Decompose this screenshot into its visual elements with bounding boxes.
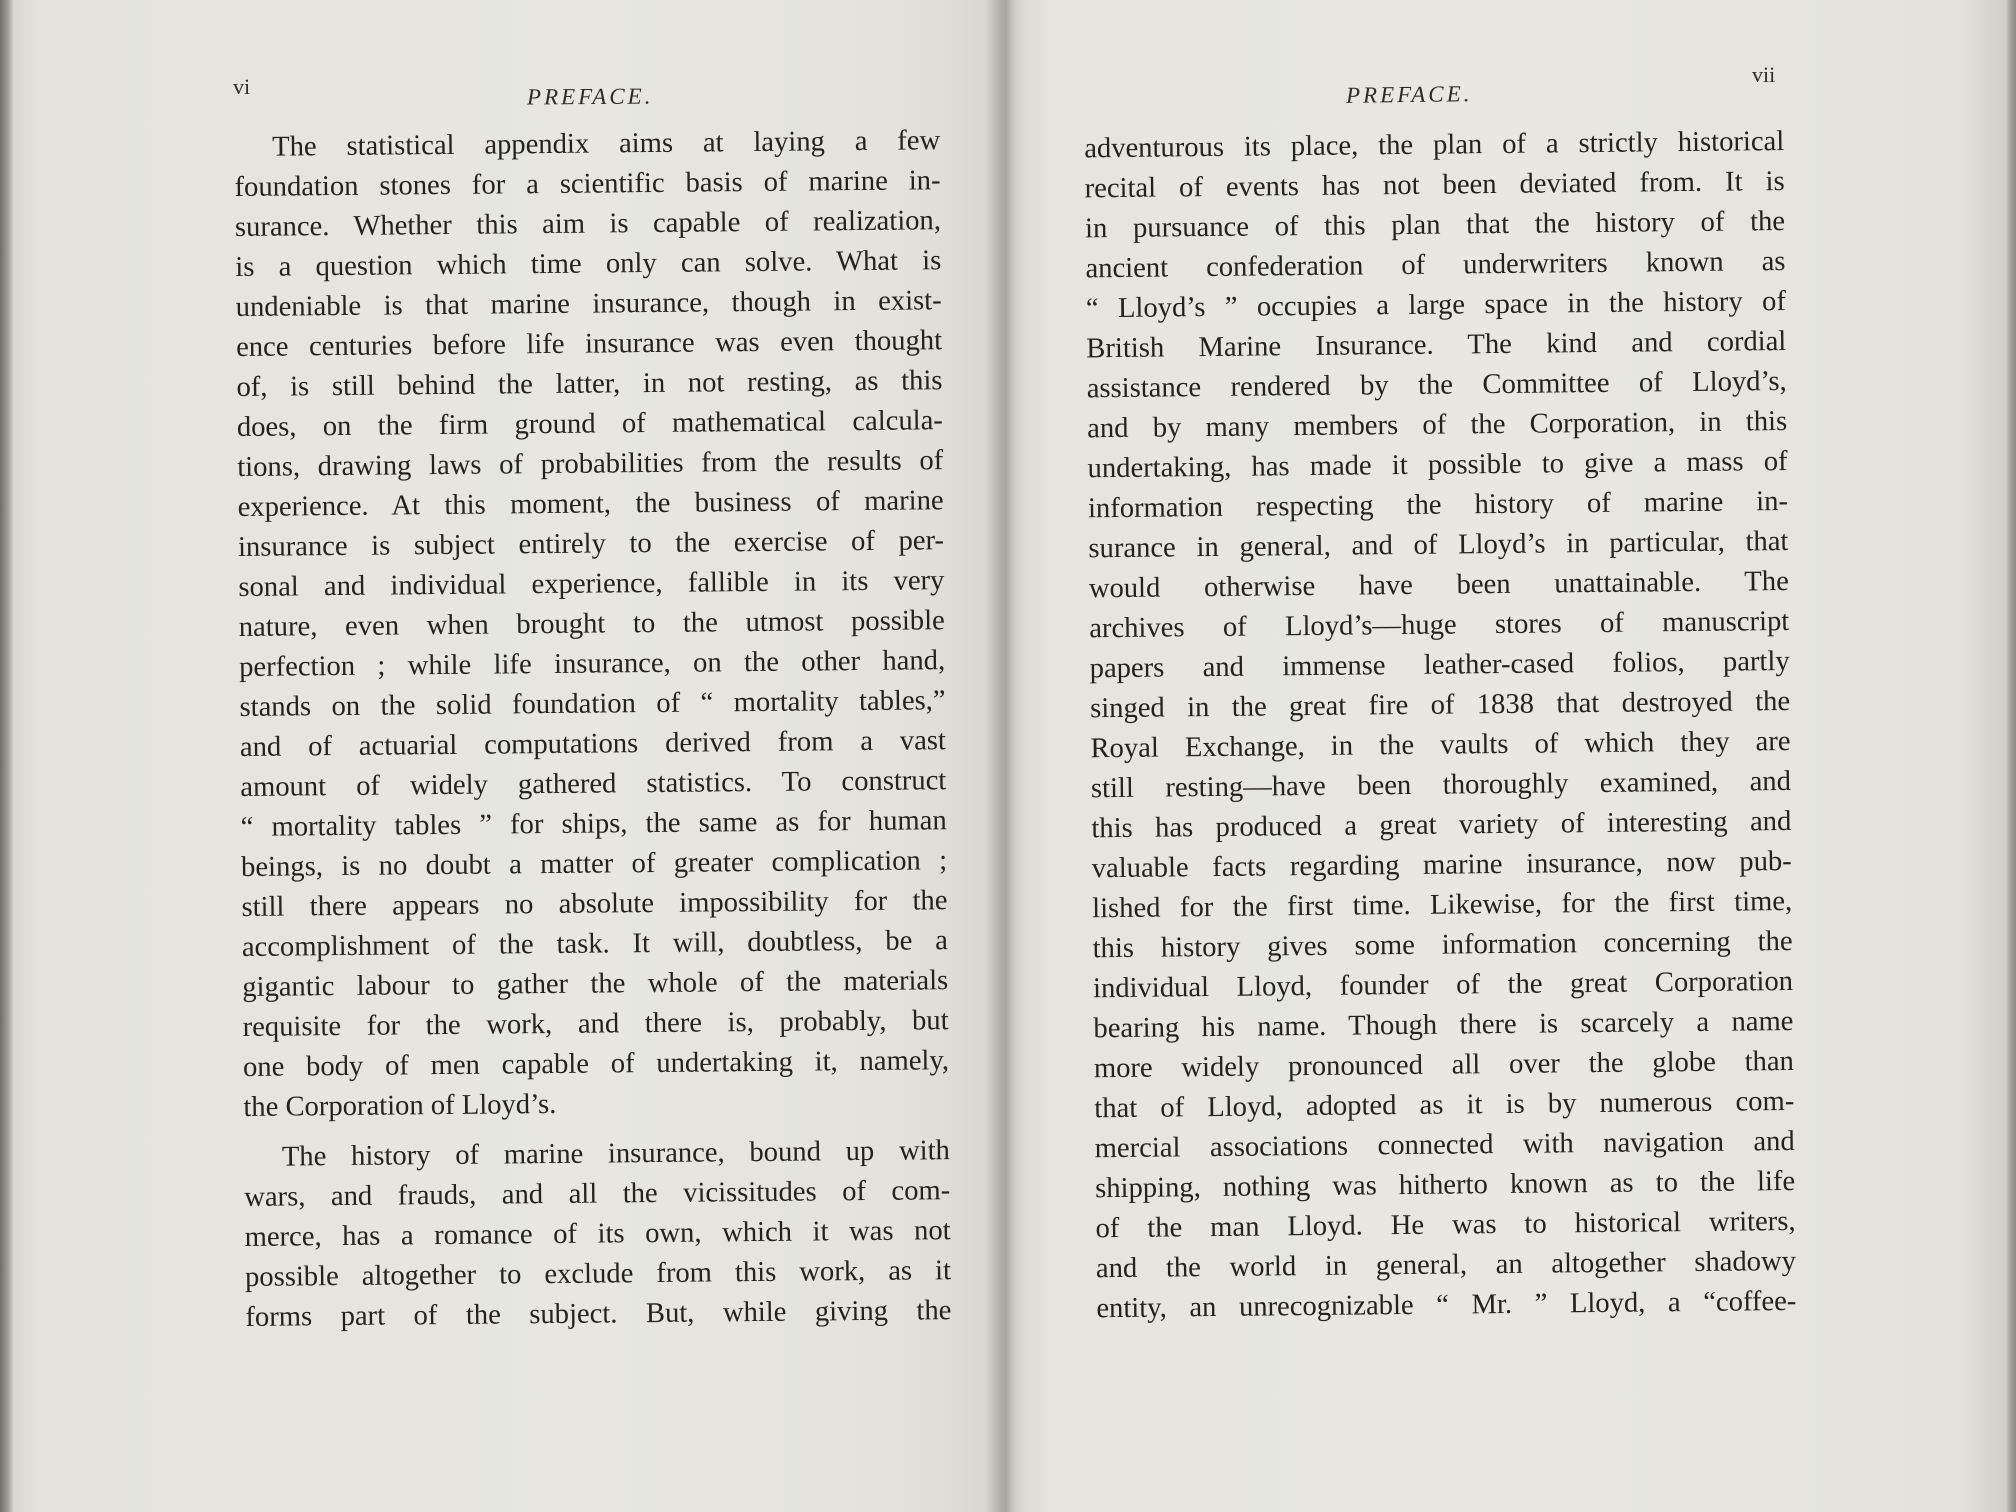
text-line: forms part of the subject. But, while giving the — [245, 1295, 952, 1333]
right-page-text — [1084, 122, 1797, 1329]
text-line: and of actuarial computations derived from a vast — [239, 725, 947, 763]
text-line: surance. Whether this aim is capable of realization, — [234, 205, 942, 243]
text-line: amount of widely gathered statistics. To construct — [240, 765, 947, 803]
text-line: mercial associations connected with navigation and — [1094, 1125, 1795, 1165]
text-line: of the man Lloyd. He was to historical writers, — [1095, 1205, 1796, 1245]
text-line: archives of Lloyd’s—huge stores of manuscript — [1089, 605, 1790, 645]
text-line: “ mortality tables ” for ships, the same as for human — [240, 805, 947, 843]
text-line: singed in the great fire of 1838 that destroyed the — [1089, 685, 1791, 725]
text-line: sonal and individual experience, fallible in its very — [238, 565, 945, 603]
text-line: more widely pronounced all over the globe than — [1093, 1045, 1795, 1085]
text-line: stands on the solid foundation of “ mortality tables,” — [239, 685, 946, 723]
text-line: merce, has a romance of its own, which it was not — [244, 1215, 951, 1253]
text-line: assistance rendered by the Committee of Lloyd’s, — [1086, 365, 1787, 405]
text-line: papers and immense leather-cased folios, partly — [1089, 645, 1790, 685]
text-line: valuable facts regarding marine insurance, now pub- — [1091, 845, 1792, 885]
text-line: still resting—have been thoroughly examined, and — [1090, 765, 1792, 805]
left-page-number: vi — [233, 74, 251, 99]
text-line: this history gives some information concerning the — [1092, 925, 1793, 965]
right-page-number: vii — [1752, 62, 1776, 87]
text-line: The statistical appendix aims at laying a few — [272, 125, 941, 163]
text-line: undertaking, has made it possible to give a mass of — [1087, 445, 1788, 485]
text-line: bearing his name. Though there is scarcely a name — [1093, 1005, 1794, 1045]
text-line: and the world in general, an altogether shadowy — [1095, 1245, 1797, 1285]
text-line: perfection ; while life insurance, on the other hand, — [239, 645, 946, 683]
text-line: and by many members of the Corporation, in this — [1087, 405, 1788, 445]
text-line: tions, drawing laws of probabilities from the results of — [237, 445, 944, 483]
text-line: The history of marine insurance, bound up with — [281, 1135, 950, 1173]
text-line: in pursuance of this plan that the history of the — [1084, 205, 1786, 245]
left-page — [0, 0, 1000, 1512]
text-line: wars, and frauds, and all the vicissitudes of com- — [244, 1175, 951, 1213]
right-running-head: PREFACE. — [1345, 81, 1473, 108]
text-line: insurance is subject entirely to the exercise of per- — [237, 525, 945, 563]
text-line: surance in general, and of Lloyd’s in particular, that — [1088, 525, 1789, 565]
text-line: undeniable is that marine insurance, though in exist- — [235, 285, 942, 323]
text-line: ence centuries before life insurance was even thought — [235, 325, 943, 363]
text-line: foundation stones for a scientific basis of marine in- — [234, 165, 941, 203]
text-line: the Corporation of Lloyd’s. — [243, 1088, 557, 1123]
text-line: individual Lloyd, founder of the great Corporation — [1092, 965, 1794, 1005]
text-line: this has produced a great variety of interesting and — [1091, 805, 1792, 845]
text-line: shipping, nothing was hitherto known as to the life — [1094, 1165, 1796, 1205]
text-line: of, is still behind the latter, in not resting, as this — [236, 365, 943, 403]
text-line: gigantic labour to gather the whole of the materials — [242, 965, 949, 1003]
text-line: one body of men capable of undertaking it, namely, — [242, 1045, 950, 1083]
text-line: lished for the first time. Likewise, for the first time, — [1092, 885, 1793, 925]
text-line: accomplishment of the task. It will, doubtless, be a — [241, 925, 948, 963]
left-page-text — [234, 121, 952, 1338]
text-line: requisite for the work, and there is, probably, but — [242, 1005, 949, 1043]
text-line: would otherwise have been unattainable. The — [1088, 565, 1789, 605]
text-line: British Marine Insurance. The kind and cordial — [1086, 325, 1787, 365]
text-line: is a question which time only can solve. What is — [235, 245, 942, 283]
right-page — [1008, 0, 2016, 1512]
text-line: experience. At this moment, the business of marine — [237, 485, 944, 523]
text-line: nature, even when brought to the utmost possible — [238, 605, 945, 643]
text-line: beings, is no doubt a matter of greater complication ; — [240, 845, 948, 883]
text-line: entity, an unrecognizable “ Mr. ” Lloyd, a “coffee- — [1096, 1285, 1797, 1325]
text-line: information respecting the history of marine in- — [1087, 485, 1789, 525]
text-line: recital of events has not been deviated from. It is — [1084, 165, 1785, 205]
text-line: still there appears no absolute impossibility for the — [241, 885, 948, 923]
text-line: Royal Exchange, in the vaults of which they are — [1090, 725, 1791, 765]
left-running-head: PREFACE. — [526, 83, 654, 110]
text-line: ancient confederation of underwriters known as — [1085, 245, 1786, 285]
text-line: adventurous its place, the plan of a strictly historical — [1084, 125, 1785, 165]
text-line: possible altogether to exclude from this work, as it — [244, 1255, 952, 1293]
text-line: that of Lloyd, adopted as it is by numerous com- — [1094, 1085, 1795, 1125]
text-line: does, on the firm ground of mathematical calcula- — [236, 405, 943, 443]
text-line: “ Lloyd’s ” occupies a large space in the history of — [1085, 285, 1787, 325]
